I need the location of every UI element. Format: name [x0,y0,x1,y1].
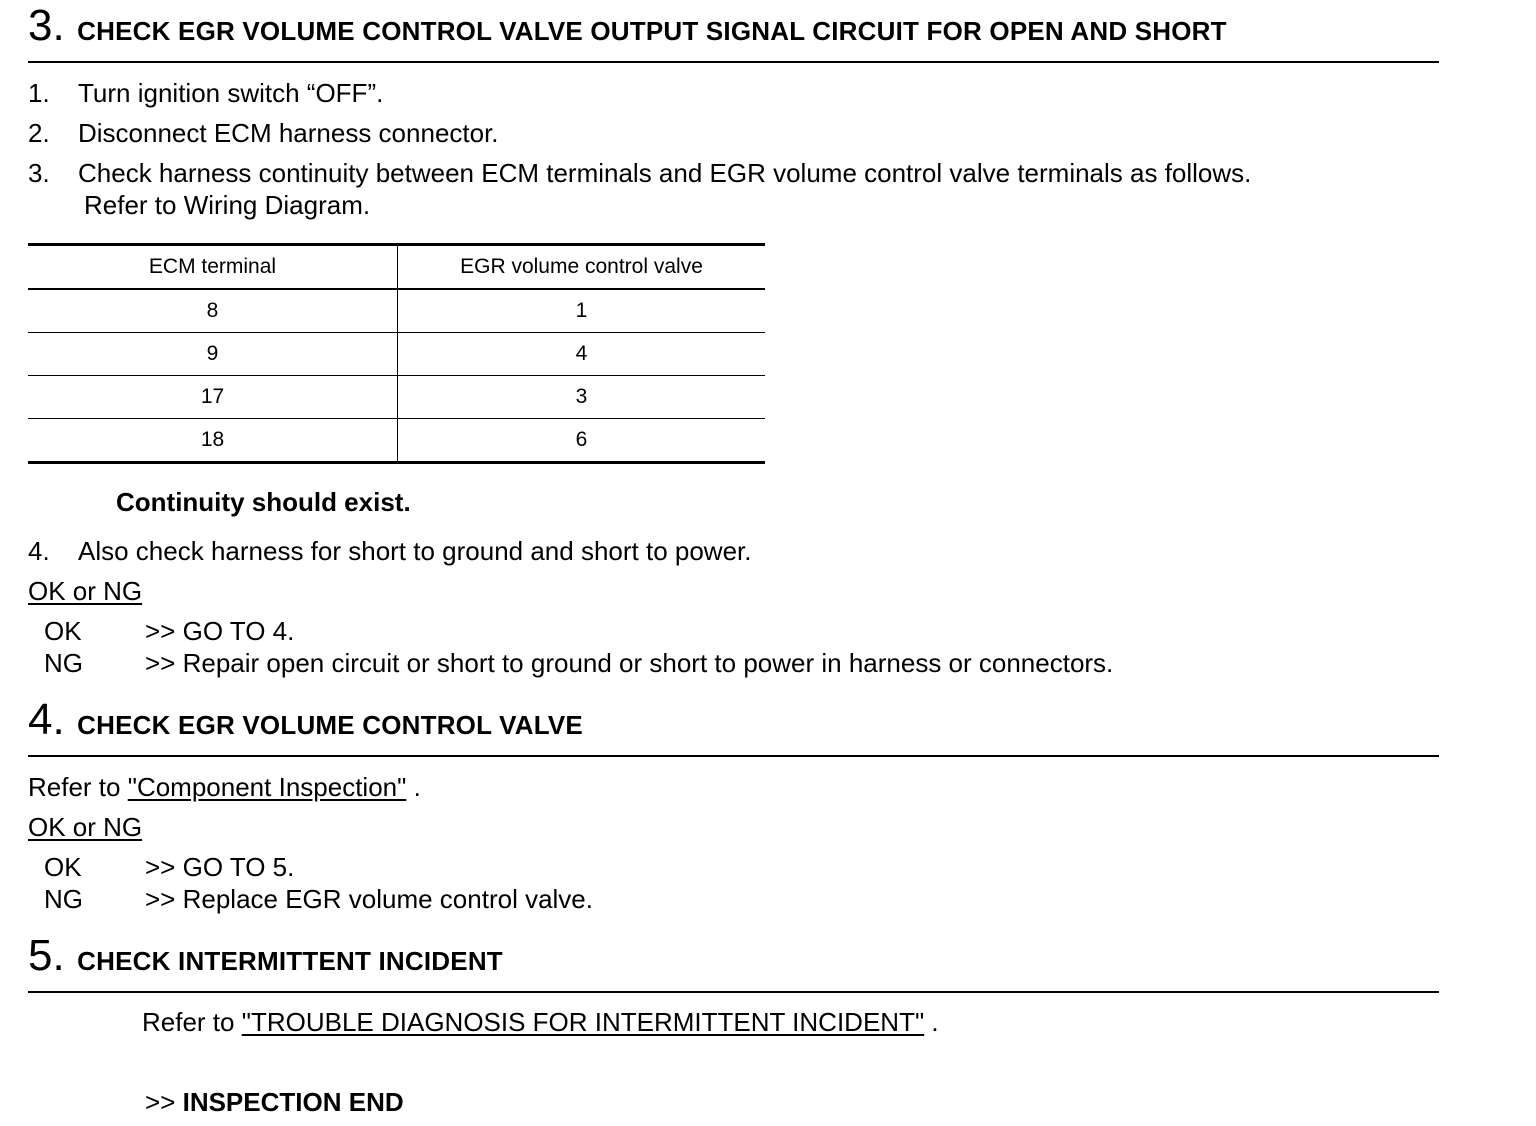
table-cell: 9 [28,333,398,376]
result-key: OK [44,852,82,882]
item-text: Also check harness for short to ground and short to power. [78,536,752,566]
step3-item-2 [28,118,499,148]
item-number: 3. [28,158,50,188]
table-cell: 8 [28,289,398,333]
result-text: >> Repair open circuit or short to ground or short to power in harness or connectors. [145,648,1114,678]
step4-heading [28,695,583,744]
ok-ng-label-text: OK or NG [28,576,143,606]
table-cell: 1 [398,289,766,333]
table-row [28,376,765,419]
result-key: NG [44,648,83,678]
step5-number: 5. [28,931,65,980]
step3-heading [28,1,1227,50]
table-row [28,419,765,463]
step3-number: 3. [28,1,65,50]
item-text: Disconnect ECM harness connector. [78,118,499,148]
item-text: Turn ignition switch “OFF”. [78,78,384,108]
step3-item-4 [28,536,752,566]
table-cell: 17 [28,376,398,419]
refer-prefix: Refer to [142,1007,242,1037]
step3-item-3 [28,158,1251,188]
continuity-note: Continuity should exist. [116,487,411,517]
table-header-egr: EGR volume control valve [398,245,766,290]
step3-item-3-cont: Refer to Wiring Diagram. [84,190,371,220]
table-row [28,333,765,376]
table-cell: 6 [398,419,766,463]
table-cell: 18 [28,419,398,463]
item-number: 1. [28,78,50,108]
item-text: Check harness continuity between ECM terminals and EGR volume control valve terminals as follows. [78,158,1252,188]
step3-title: CHECK EGR VOLUME CONTROL VALVE OUTPUT SIGNAL CIRCUIT FOR OPEN AND SHORT [77,16,1227,46]
end-prefix: >> [145,1087,183,1117]
step4-rule [28,755,1439,757]
step4-refer [28,772,421,802]
table-cell: 3 [398,376,766,419]
ok-ng-label-text: OK or NG [28,812,143,842]
step5-rule [28,991,1439,993]
inspection-end [145,1087,404,1117]
step3-ok-ng-label [28,576,142,606]
table-header-row [28,245,765,290]
table-cell: 4 [398,333,766,376]
refer-suffix: . [924,1007,939,1037]
step4-ok-ng-label [28,812,142,842]
item-number: 2. [28,118,50,148]
component-inspection-link[interactable]: "Component Inspection" [127,772,407,802]
continuity-table [28,243,765,464]
step4-number: 4. [28,695,65,744]
step3-rule [28,61,1439,63]
step4-title: CHECK EGR VOLUME CONTROL VALVE [77,710,583,740]
refer-suffix: . [406,772,421,802]
step5-refer [142,1007,939,1037]
refer-prefix: Refer to [28,772,128,802]
table-row [28,289,765,333]
end-text: INSPECTION END [182,1087,404,1117]
result-key: NG [44,884,83,914]
step5-title: CHECK INTERMITTENT INCIDENT [77,946,503,976]
item-number: 4. [28,536,50,566]
table-header-ecm: ECM terminal [28,245,398,290]
result-text: >> GO TO 5. [145,852,295,882]
result-text: >> GO TO 4. [145,616,295,646]
intermittent-incident-link[interactable]: "TROUBLE DIAGNOSIS FOR INTERMITTENT INCIDENT" [241,1007,925,1037]
result-text: >> Replace EGR volume control valve. [145,884,593,914]
step3-item-1 [28,78,383,108]
result-key: OK [44,616,82,646]
step5-heading [28,931,503,980]
